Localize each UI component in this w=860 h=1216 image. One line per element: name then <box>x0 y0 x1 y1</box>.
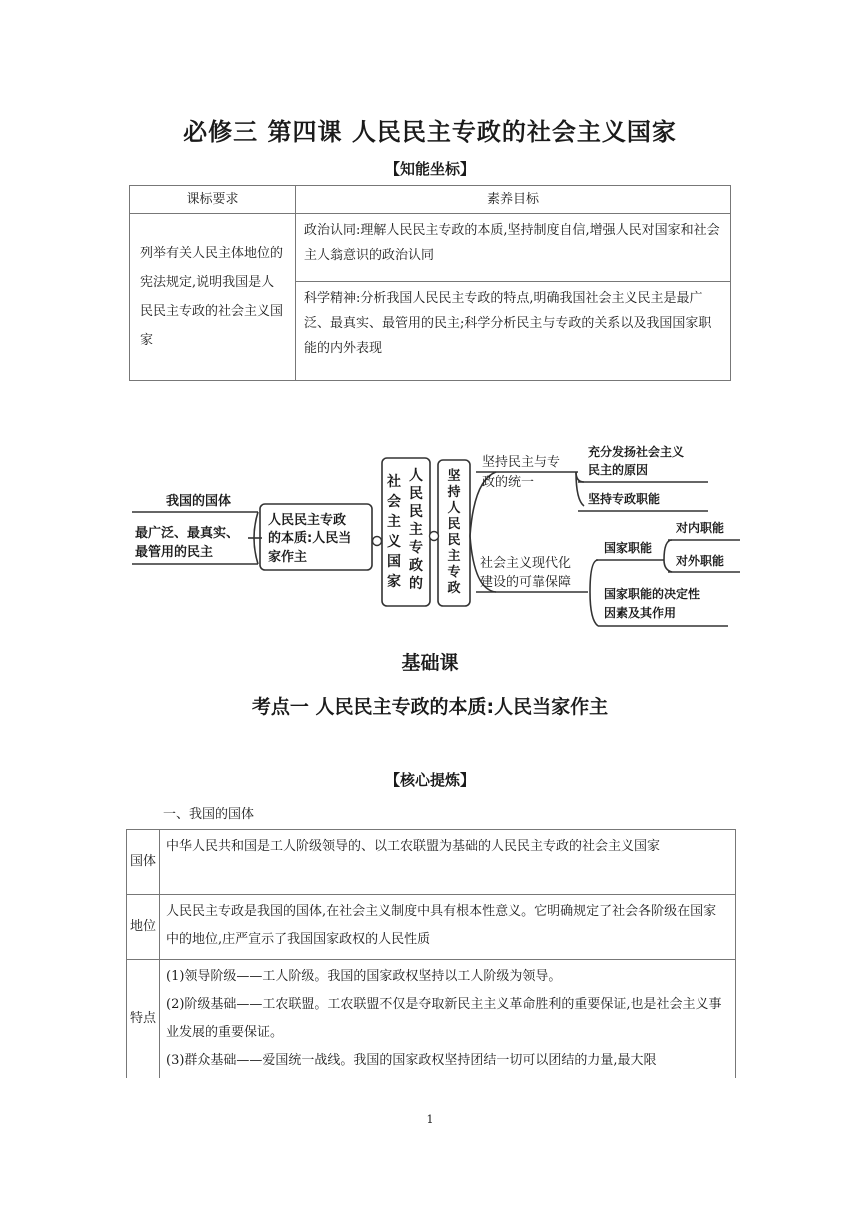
center-col1-char: 会 <box>387 494 401 510</box>
row-label: 特点 <box>127 960 160 1079</box>
section-heading: 一、我国的国体 <box>163 807 255 822</box>
node-guarantee-line-2: 建设的可靠保障 <box>480 575 572 590</box>
node-essence-line-1: 人民民主专政 <box>268 513 347 528</box>
center-col1-char: 国 <box>387 554 401 570</box>
center-col2-char: 政 <box>409 558 423 574</box>
row-label: 地位 <box>127 895 160 960</box>
node-democracy-line-2: 最管用的民主 <box>135 545 214 560</box>
node-unity-line-2: 政的统一 <box>482 475 535 490</box>
adhere-char: 人 <box>447 501 461 516</box>
row-label: 国体 <box>127 830 160 895</box>
point-title: 考点一 人民民主专政的本质:人民当家作主 <box>251 696 609 718</box>
center-col2-char: 的 <box>409 576 423 592</box>
adhere-char: 主 <box>447 549 461 564</box>
row-content: 人民民主专政是我国的国体,在社会主义制度中具有根本性意义。它明确规定了社会各阶级在国家中的地位,庄严宣示了我国国家政权的人民性质 <box>160 895 736 960</box>
connector-dot <box>430 532 439 541</box>
center-col1-char: 主 <box>387 514 401 530</box>
row-content <box>160 960 736 1079</box>
node-unity-line-1: 坚持民主与专 <box>482 455 561 470</box>
center-col2-char: 主 <box>409 522 423 538</box>
page-title: 必修三 第四课 人民民主专政的社会主义国家 <box>183 118 677 146</box>
node-external-function: 对外职能 <box>676 554 725 568</box>
goal-science-cell: 科学精神:分析我国人民民主专政的特点,明确我国社会主义民主是最广泛、最真实、最管用的民主;科学分析民主与专政的关系以及我国国家职能的内外表现 <box>296 282 731 381</box>
col-header-goals: 素养目标 <box>296 186 731 214</box>
requirement-cell: 列举有关人民主体地位的宪法规定,说明我国是人民民主专政的社会主义国家 <box>130 214 296 381</box>
node-state-functions: 国家职能 <box>604 541 653 555</box>
node-state-system: 我国的国体 <box>166 494 232 509</box>
knowledge-coords-label: 【知能坐标】 <box>384 160 475 178</box>
adhere-char: 持 <box>447 485 461 500</box>
node-factors-line-2: 因素及其作用 <box>604 606 677 620</box>
center-col1-char: 社 <box>387 474 401 490</box>
node-democracy-line-1: 最广泛、最真实、 <box>135 526 240 541</box>
center-col2-char: 民 <box>409 504 423 520</box>
node-reason-line-1: 充分发扬社会主义 <box>588 445 685 459</box>
center-col2-char: 专 <box>409 540 423 556</box>
center-col1-char: 义 <box>387 534 401 550</box>
feature-item: (1)领导阶级——工人阶级。我国的国家政权坚持以工人阶级为领导。 <box>166 969 562 984</box>
node-reason-line-2: 民主的原因 <box>588 463 649 477</box>
adhere-char: 专 <box>447 565 461 580</box>
node-guarantee-line-1: 社会主义现代化 <box>480 556 572 571</box>
col-header-requirements: 课标要求 <box>130 186 296 214</box>
adhere-char: 政 <box>447 581 461 596</box>
basic-lesson-heading: 基础课 <box>401 652 459 674</box>
goal-political-cell: 政治认同:理解人民民主专政的本质,坚持制度自信,增强人民对国家和社会主人翁意识的政治认同 <box>296 214 731 282</box>
page-number: 1 <box>426 1113 434 1126</box>
connector-dot <box>373 537 382 546</box>
node-factors-line-1: 国家职能的决定性 <box>604 587 701 601</box>
center-col2-char: 民 <box>409 486 423 502</box>
feature-item: (3)群众基础——爱国统一战线。我国的国家政权坚持团结一切可以团结的力量,最大限 <box>166 1053 657 1068</box>
adhere-char: 民 <box>447 517 461 532</box>
state-system-table <box>126 829 736 1078</box>
feature-item: (2)阶级基础——工农联盟。工农联盟不仅是夺取新民主主义革命胜利的重要保证,也是社会主义事业发展的重要保证。 <box>166 997 722 1040</box>
node-essence-line-2: 的本质:人民当 <box>268 531 352 546</box>
core-label: 【核心提炼】 <box>384 771 475 789</box>
row-content: 中华人民共和国是工人阶级领导的、以工农联盟为基础的人民民主专政的社会主义国家 <box>160 830 736 895</box>
center-col2-char: 人 <box>409 468 423 484</box>
adhere-char: 坚 <box>447 469 461 484</box>
adhere-char: 民 <box>447 533 461 548</box>
node-dictatorship-function: 坚持专政职能 <box>588 492 661 506</box>
node-essence-line-3: 家作主 <box>268 550 308 565</box>
node-internal-function: 对内职能 <box>676 521 725 535</box>
center-col1-char: 家 <box>387 574 401 590</box>
